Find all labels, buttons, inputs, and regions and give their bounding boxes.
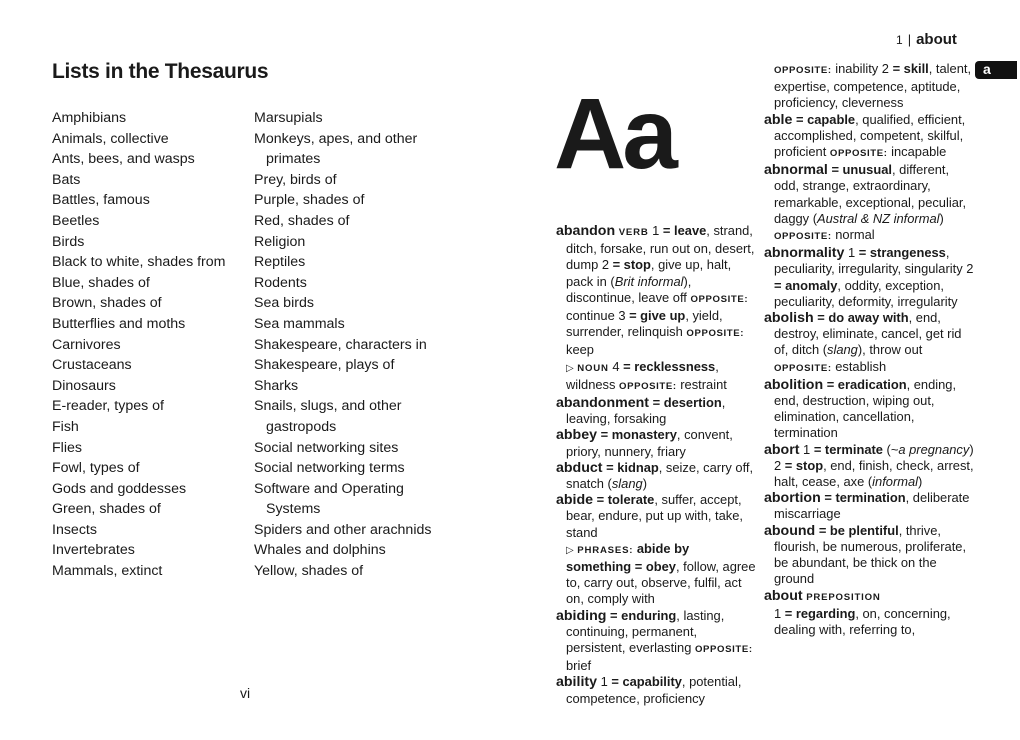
dictionary-entry: [764, 490, 974, 522]
list-item-text: Shakespeare, plays of: [254, 357, 395, 374]
entry-text: 4: [608, 358, 624, 374]
entry-text: , talent, expertise, competence, aptitude, proficiency, cleverness: [774, 61, 972, 111]
list-item-text: Whales and dolphins: [254, 542, 386, 559]
entry-text: , qualified, efficient, accomplished, competent, skilful, proficient: [774, 111, 966, 160]
entry-text: ): [939, 210, 944, 226]
sense-synonym: = anomaly: [774, 277, 838, 293]
list-item: [254, 396, 431, 437]
dictionary-entry: [764, 162, 974, 245]
running-head: [896, 31, 957, 48]
dictionary-entry-subsense: [556, 359, 756, 395]
entry-text: , yield, surrender, relinquish: [566, 308, 723, 340]
dictionary-entry: [764, 245, 974, 310]
list-item: [254, 273, 431, 294]
list-item: Fowl, types of: [52, 460, 140, 477]
dictionary-entry: [764, 523, 974, 588]
entry-text: , strand, ditch, forsake, run out on, desert, dump 2: [566, 223, 755, 273]
sense-synonym: = unusual: [831, 162, 892, 178]
list-item: [254, 232, 431, 253]
triangle-icon: ▷: [566, 544, 574, 556]
headword: abandonment: [556, 395, 650, 412]
part-of-speech: PHRASES:: [577, 544, 634, 556]
entry-text: , ending, end, destruction, wiping out, elimination, cancellation, termination: [774, 376, 957, 441]
list-item: [254, 211, 431, 232]
list-item: Insects: [52, 521, 97, 538]
list-item-text: Rodents: [254, 274, 307, 291]
opposite-label: OPPOSITE:: [774, 231, 832, 243]
headword: abiding: [556, 607, 607, 624]
list-item: E-reader, types of: [52, 398, 164, 415]
page-number: vi: [240, 685, 251, 701]
list-item: Birds: [52, 233, 85, 250]
list-item-text: Software and Operating: [254, 480, 404, 497]
entry-text: 1: [799, 441, 814, 457]
list-item: Blue, shades of: [52, 274, 150, 291]
running-head-separator: |: [907, 32, 912, 47]
sense-synonym: = eradication: [826, 376, 907, 392]
usage-label: a pregnancy: [898, 441, 970, 457]
opposite-label: OPPOSITE:: [686, 328, 745, 340]
entry-text: establish: [831, 358, 887, 374]
list-item: Gods and goddesses: [52, 480, 187, 497]
sense-synonym: = termination: [824, 490, 906, 506]
sense-synonym: = tolerate: [596, 492, 655, 508]
opposite-label: OPPOSITE:: [694, 644, 753, 656]
list-column-1: [52, 108, 225, 582]
triangle-icon: ▷: [566, 362, 574, 374]
list-item: [254, 293, 431, 314]
dictionary-entry: [556, 395, 756, 427]
list-item: Dinosaurs: [52, 377, 116, 394]
entries-column-b: [764, 61, 974, 638]
entry-text: (~: [882, 441, 899, 457]
usage-label: Brit informal: [614, 273, 684, 289]
list-item-text: Sea birds: [254, 295, 314, 312]
dictionary-entry: [556, 223, 756, 359]
right-page: [510, 0, 1020, 740]
entry-text: 1: [597, 674, 612, 690]
opposite-label: OPPOSITE:: [690, 293, 749, 305]
left-page: [0, 0, 505, 740]
entry-text: , peculiarity, irregularity, singularity 2: [774, 245, 974, 277]
list-item: Bats: [52, 171, 81, 188]
list-item: Brown, shades of: [52, 295, 162, 312]
list-item-text: Spiders and other arachnids: [254, 521, 432, 538]
list-item: [254, 458, 431, 479]
entry-text: normal: [831, 227, 875, 243]
opposite-label: OPPOSITE:: [829, 148, 888, 160]
list-item: [254, 190, 431, 211]
entry-text: , different, odd, strange, extraordinary, remarkable, exceptional, peculiar, daggy (: [774, 162, 967, 226]
sense-synonym: = kidnap: [606, 459, 659, 475]
entry-text: 1: [844, 245, 859, 261]
sense-synonym: = terminate: [813, 441, 883, 457]
headword: abandon: [556, 223, 616, 239]
list-item: [254, 252, 431, 273]
list-item: Amphibians: [52, 110, 127, 126]
sense-synonym: = monastery: [600, 427, 677, 443]
sense-synonym: = capable: [795, 111, 856, 127]
list-item-text: Purple, shades of: [254, 192, 365, 209]
entry-text: , convent, priory, nunnery, friary: [566, 427, 733, 459]
page-title: Lists in the Thesaurus: [52, 60, 269, 83]
list-item: Mammals, extinct: [52, 563, 163, 580]
headword: abbey: [556, 427, 598, 444]
dictionary-entry: [764, 61, 974, 112]
list-item-continuation: primates: [266, 151, 321, 168]
headword: able: [764, 111, 793, 128]
entry-text: , on, concerning, dealing with, referring to,: [774, 605, 951, 637]
list-item-text: Religion: [254, 233, 306, 250]
list-item: Fish: [52, 418, 79, 435]
entry-text: , end, destroy, eliminate, cancel, get rid of, ditch (: [774, 310, 962, 358]
list-item-text: Social networking sites: [254, 439, 399, 456]
opposite-label: OPPOSITE:: [774, 362, 832, 374]
part-of-speech: NOUN: [577, 362, 609, 374]
sense-synonym: = regarding: [784, 605, 856, 621]
entry-text: ), discontinue, leave off: [566, 273, 692, 305]
headword: abort: [764, 441, 800, 458]
list-item: [254, 335, 431, 356]
list-item-text: Prey, birds of: [254, 171, 337, 188]
list-item-text: Marsupials: [254, 110, 323, 126]
entry-text: , suffer, accept, bear, endure, put up with, take, stand: [566, 492, 744, 540]
list-item: Ants, bees, and wasps: [52, 151, 195, 168]
entry-text: 1: [774, 605, 785, 621]
list-item-text: Sea mammals: [254, 315, 345, 332]
list-item: [254, 376, 431, 397]
list-item-continuation: gastropods: [266, 418, 337, 435]
list-item: [254, 314, 431, 335]
usage-label: slang: [827, 342, 858, 358]
entry-text: , potential, competence, proficiency: [566, 674, 742, 706]
dictionary-entry: [764, 377, 974, 442]
entry-text: , leaving, forsaking: [566, 395, 726, 427]
entry-text: continue 3: [566, 308, 630, 324]
list-item: Green, shades of: [52, 501, 161, 518]
list-item: Invertebrates: [52, 542, 135, 559]
opposite-label: OPPOSITE:: [619, 380, 677, 392]
entry-text: ) 2: [774, 441, 974, 473]
headword: abolish: [764, 310, 814, 327]
entry-text: , seize, carry off, snatch (: [566, 459, 754, 492]
entry-text: keep: [566, 342, 594, 358]
entry-text: brief: [566, 658, 592, 674]
dictionary-entry: [556, 427, 756, 459]
sense-synonym: abide by something = obey: [566, 540, 690, 575]
list-item: Black to white, shades from: [52, 254, 226, 271]
headword: abortion: [764, 490, 821, 507]
list-item: [254, 540, 431, 561]
sense-synonym: = enduring: [610, 607, 677, 623]
entries-column-a: [556, 223, 756, 707]
entry-text: , follow, agree to, carry out, observe, fulfil, act on, comply with: [566, 559, 756, 607]
sense-synonym: = stop: [784, 457, 824, 473]
dictionary-entry: [556, 674, 756, 706]
dictionary-entry: [764, 442, 974, 491]
list-item: [254, 479, 431, 520]
list-item-text: Social networking terms: [254, 460, 405, 477]
list-item-text: Shakespeare, characters in: [254, 336, 427, 353]
sense-synonym: = leave: [662, 223, 707, 238]
sense-synonym: = be plentiful: [818, 522, 899, 538]
entry-text: ): [642, 476, 647, 492]
sense-synonym: = give up: [629, 308, 686, 324]
entry-text: incapable: [887, 144, 947, 160]
sense-synonym: = do away with: [817, 310, 909, 326]
list-item: [254, 355, 431, 376]
thumb-index-tab: a: [975, 61, 1017, 79]
sense-synonym: = stop: [612, 257, 651, 273]
running-head-word: about: [916, 31, 957, 48]
entry-text: , oddity, exception, peculiarity, deformity, irregularity: [774, 277, 958, 309]
list-item-text: Red, shades of: [254, 212, 350, 229]
list-item-text: Monkeys, apes, and other: [254, 130, 418, 147]
list-item: Crustaceans: [52, 357, 132, 374]
headword: abduct: [556, 459, 603, 476]
headword: abnormal: [764, 162, 828, 179]
list-item-text: Yellow, shades of: [254, 563, 364, 580]
sense-synonym: = recklessness: [623, 358, 716, 374]
dictionary-entry: [556, 492, 756, 541]
entry-text: , thrive, flourish, be numerous, proliferate, be abundant, be thick on the ground: [774, 522, 967, 587]
dictionary-entry-subsense: [556, 541, 756, 608]
entry-text: ), throw out: [857, 342, 923, 358]
headword: abolition: [764, 376, 824, 393]
list-item-text: Reptiles: [254, 254, 306, 271]
entry-text: , lasting, continuing, permanent, persistent, everlasting: [566, 607, 725, 656]
list-item: Animals, collective: [52, 130, 169, 147]
entry-text: 1: [648, 223, 663, 238]
headword: about: [764, 587, 803, 604]
dictionary-entry-subsense: [764, 606, 974, 638]
list-item: [254, 520, 431, 541]
entry-text: inability 2: [831, 61, 893, 76]
headword: abnormality: [764, 245, 845, 262]
headword: ability: [556, 674, 597, 691]
part-of-speech: PREPOSITION: [806, 591, 881, 603]
section-letter: Aa: [554, 78, 674, 190]
entry-text: restraint: [676, 376, 727, 392]
dictionary-entry: [556, 608, 756, 675]
sense-synonym: = skill: [892, 61, 929, 76]
list-item-continuation: Systems: [266, 501, 321, 518]
entry-text: , deliberate miscarriage: [774, 490, 970, 522]
list-item: Flies: [52, 439, 82, 456]
dictionary-entry: [764, 310, 974, 377]
opposite-label: OPPOSITE:: [774, 65, 832, 76]
headword: abound: [764, 522, 816, 539]
sense-synonym: = desertion: [652, 395, 722, 411]
dictionary-entry: [764, 112, 974, 163]
list-item-text: Sharks: [254, 377, 299, 394]
entry-text: , end, finish, check, arrest, halt, cease, axe (: [774, 457, 974, 490]
sense-synonym: = capability: [611, 674, 682, 690]
list-column-2: [254, 108, 431, 582]
list-item: Carnivores: [52, 336, 121, 353]
part-of-speech: VERB: [618, 227, 649, 238]
usage-label: Austral & NZ informal: [817, 210, 940, 226]
headword: abide: [556, 492, 594, 509]
running-head-page: 1: [896, 33, 903, 47]
list-item: [254, 129, 431, 170]
dictionary-entry: [764, 588, 974, 606]
list-item: Butterflies and moths: [52, 315, 186, 332]
usage-label: informal: [872, 474, 919, 490]
list-item: Battles, famous: [52, 192, 150, 209]
entry-text: , wildness: [566, 358, 719, 392]
usage-label: slang: [611, 476, 643, 492]
entry-text: , give up, halt, pack in (: [566, 257, 732, 289]
entry-text: ): [918, 474, 923, 490]
dictionary-entry: [556, 460, 756, 492]
sense-synonym: = strangeness: [858, 245, 946, 261]
list-item: [254, 170, 431, 191]
list-item: Beetles: [52, 212, 100, 229]
list-item: [254, 438, 431, 459]
list-item: [254, 561, 431, 582]
list-item: [254, 108, 431, 129]
list-item-text: Snails, slugs, and other: [254, 398, 402, 415]
